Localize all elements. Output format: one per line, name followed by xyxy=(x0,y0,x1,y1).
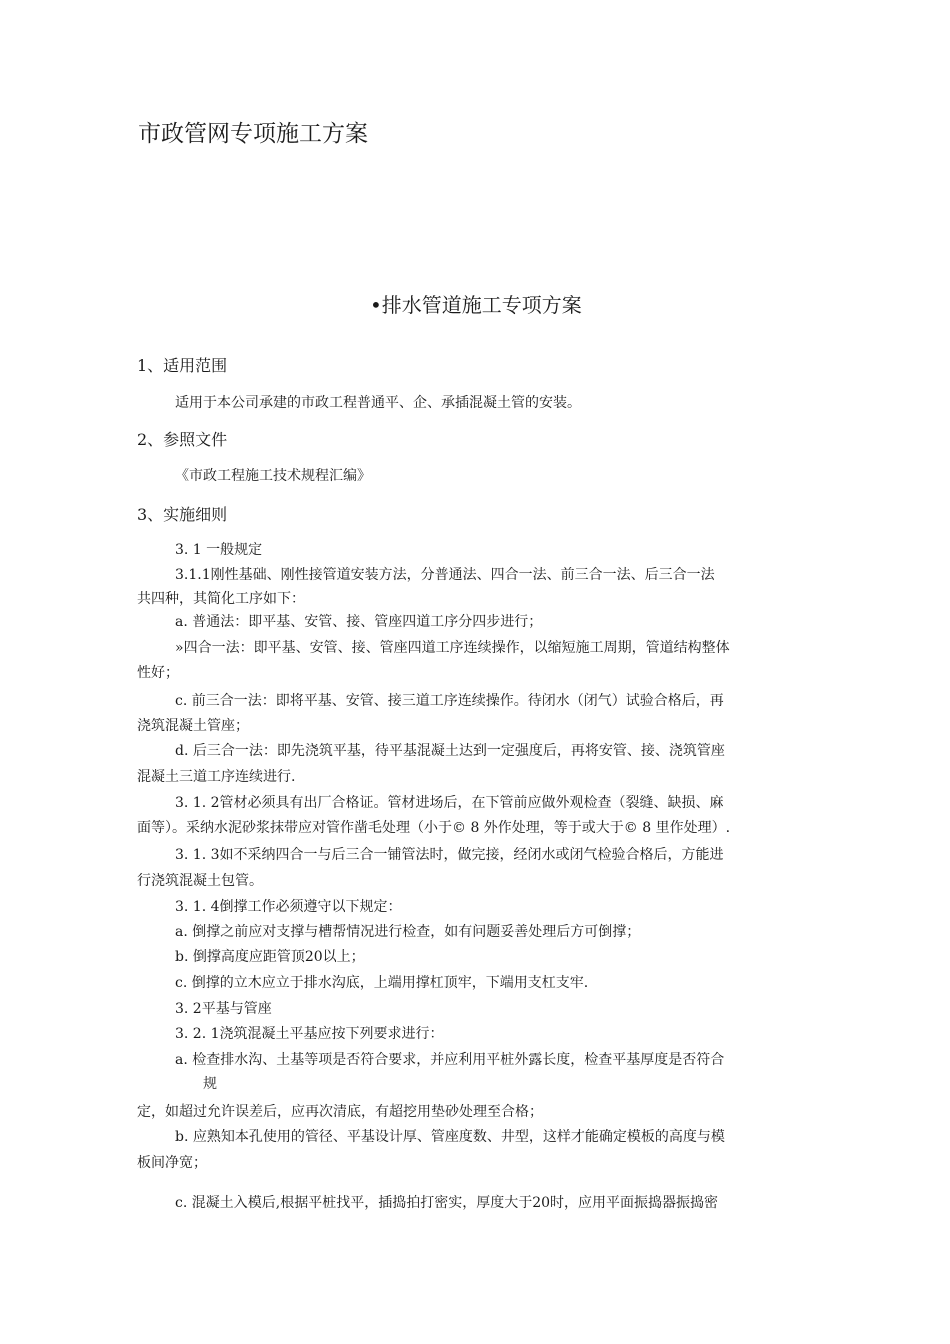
paragraph-line: a. 普通法：即平基、安管、接、管座四道工序分四步进行； xyxy=(175,614,543,630)
paragraph-line: 性好； xyxy=(137,665,179,681)
paragraph-line: a. 检查排水沟、土基等项是否符合要求，并应利用平桩外露长度，检查平基厚度是否符合 xyxy=(175,1052,725,1068)
paragraph-line: 3. 2. 1浇筑混凝土平基应按下列要求进行： xyxy=(175,1026,444,1042)
paragraph-line: 浇筑混凝土管座； xyxy=(137,718,249,734)
paragraph-line: 定，如超过允许误差后，应再次清底，有超挖用垫砂处理至合格； xyxy=(137,1104,543,1120)
references-text: 《市政工程施工技术规程汇编》 xyxy=(175,468,371,484)
paragraph-line: 混凝土三道工序连续进行. xyxy=(137,769,296,785)
paragraph-line: 规 xyxy=(203,1076,217,1092)
paragraph-line: 3. 1. 4倒撑工作必须遵守以下规定： xyxy=(175,899,402,915)
paragraph-line: d. 后三合一法：即先浇筑平基，待平基混凝土达到一定强度后，再将安管、接、浇筑管座 xyxy=(175,743,725,759)
paragraph-line: »四合一法：即平基、安管、接、管座四道工序连续操作，以缩短施工周期，管道结构整体 xyxy=(175,640,730,656)
section-title: •排水管道施工专项方案 xyxy=(370,293,582,317)
paragraph-line: b. 应熟知本孔使用的管径、平基设计厚、管座度数、井型，这样才能确定模板的高度与模 xyxy=(175,1129,725,1145)
paragraph-line: c. 混凝土入模后,根据平桩找平，插捣拍打密实，厚度大于20时，应用平面振捣器振捣密 xyxy=(175,1195,719,1211)
heading-references: 2、参照文件 xyxy=(137,430,228,449)
paragraph-line: a. 倒撑之前应对支撑与槽帮情况进行检查，如有问题妥善处理后方可倒撑； xyxy=(175,924,641,940)
heading-implementation: 3、实施细则 xyxy=(137,505,228,524)
paragraph-line: 共四种，其简化工序如下： xyxy=(137,591,305,607)
paragraph-line: 3.1.1刚性基础、刚性接管道安装方法，分普通法、四合一法、前三合一法、后三合一法 xyxy=(175,567,715,583)
paragraph-line: 3. 1. 2管材必须具有出厂合格证。管材进场后，在下管前应做外观检查（裂缝、缺损、麻 xyxy=(175,795,724,811)
paragraph-line: 3. 1 一般规定 xyxy=(175,542,263,558)
paragraph-line: 面等）。采纳水泥砂浆抹带应对管作凿毛处理（小于© 8 外作处理，等于或大于© 8 里作处理）. xyxy=(137,820,731,836)
scope-text: 适用于本公司承建的市政工程普通平、企、承插混凝土管的安装。 xyxy=(175,395,581,411)
paragraph-line: 板间净宽； xyxy=(137,1155,207,1171)
paragraph-line: b. 倒撑高度应距管顶20以上； xyxy=(175,949,365,965)
paragraph-line: 行浇筑混凝土包管。 xyxy=(137,873,263,889)
heading-scope: 1、适用范围 xyxy=(137,356,228,375)
paragraph-line: c. 倒撑的立木应立于排水沟底，上端用撑杠顶牢，下端用支杠支牢. xyxy=(175,975,589,991)
paragraph-line: 3. 2平基与管座 xyxy=(175,1001,272,1017)
paragraph-line: 3. 1. 3如不采纳四合一与后三合一铺管法时，做完接，经闭水或闭气检验合格后，方能进 xyxy=(175,847,724,863)
document-title: 市政管网专项施工方案 xyxy=(138,121,368,147)
paragraph-line: c. 前三合一法：即将平基、安管、接三道工序连续操作。待闭水（闭气）试验合格后，再 xyxy=(175,693,724,709)
